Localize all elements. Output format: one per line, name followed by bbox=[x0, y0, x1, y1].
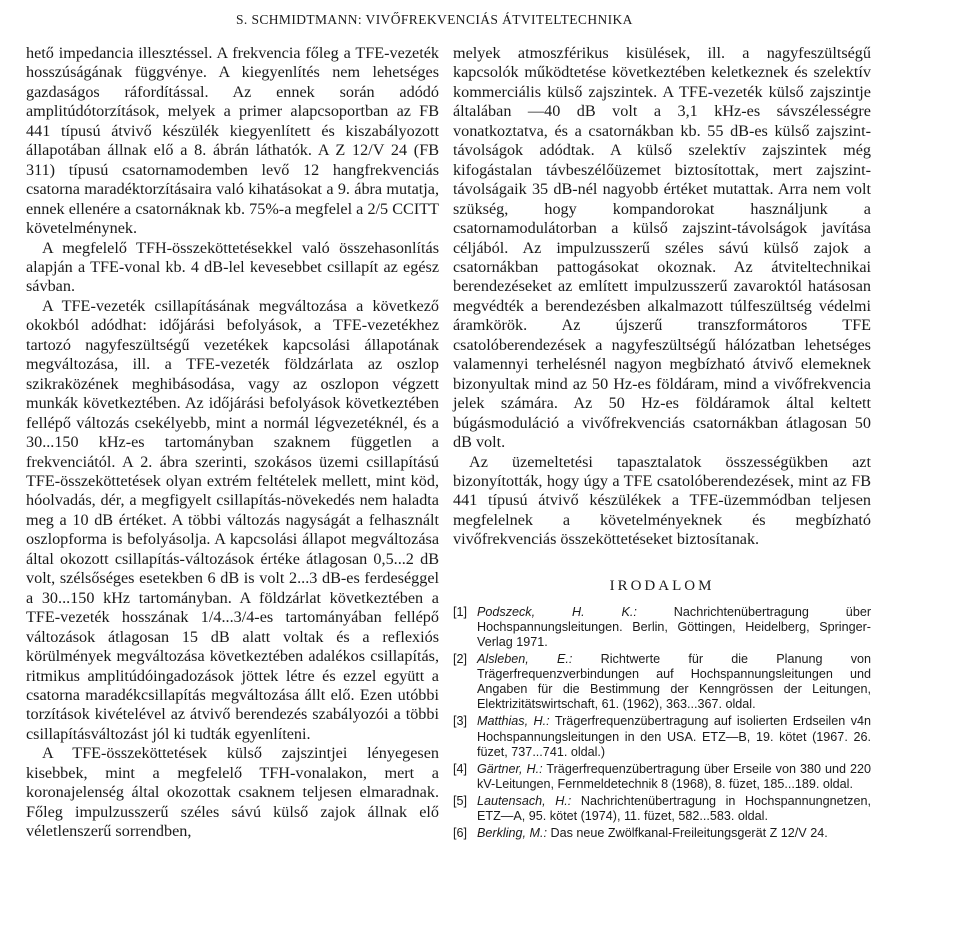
reference-item bbox=[453, 794, 871, 824]
left-column bbox=[26, 44, 439, 842]
reference-author: Berkling, M.: bbox=[477, 826, 547, 841]
reference-item bbox=[453, 605, 871, 650]
paragraph: A TFE-vezeték csillapításának megváltozása a következő okokból adódhat: időjárási befolyások, a TFE-vezetékhez tartozó nagyfeszültségű vezetékek kapcsolási állapotának megváltozása, ill. a TFE-vezeték földzárlata az oszlop szikraközének meghibásodása, vagy az oszlopon végzett munkák következtében. Az időjárási befolyások következtében fellépő változás csekélyebb, mint a normál légvezetéknél, és a 30...150 kHz-es tartományban szaknem független a frekvenciától. A 2. ábra szerinti, szokásos üzemi csillapítású TFE-összeköttetések olyan extrém feltételek mellett, mint köd, hóolvadás, dér, a megfigyelt csillapítás-növekedés nem haladta meg a 10 dB értéket. A többi változás nagyságát a felhasznált oszlopforma is befolyásolja. A kapcsolási állapot megváltozása által okozott csillapítás-változások értéke átlagosan 0,5...2 dB volt, szélsőséges esetekben 6 dB is volt 2...3 dB-es ferdeséggel a 30...150 kHz tartományban. A földzárlat következtében a TFE-vezeték hosszának 1/4...3/4-es tartományában fellépő változások átlagosan 15 dB alatt voltak és a reflexiós körülmények megváltozása következtében adalékos csillapítás, ritmikus amplitúdóingadozások jöttek létre és ezzel együtt a csatorna maradékcsillapítás megváltozása állt elő. Ezen utóbbi torzítások kivételével az átvivő berendezés szabályozói a többi csillapításváltozást jól ki tudták egyenlíteni. bbox=[26, 296, 439, 743]
reference-text: Nachrichtenübertragung in Hochspannungnetzen, ETZ—A, 95. kötet (1974), 11. füzet, 582...583. oldal. bbox=[477, 793, 871, 823]
paragraph: hető impedancia illesztéssel. A frekvencia főleg a TFE-vezeték hosszúságának függvénye. A kiegyenlítés nem lehetséges gazdaságos ráfordítással. Az ennek során adódó amplitúdótorzítások, melyek a primer alapcsoportban az FB 441 típusú átvivő készülék kiegyenlített és kiszabályozott állapotában állnak elő a 8. ábrán láthatók. A Z 12/V 24 (FB 311) típusú csatornamodemben levő 12 hangfrekvenciás csatorna maradéktorzításaira való kihatásokat a 9. ábra mutatja, ennek ellenére a csatornáknak kb. 75%-a megfelel a 2/5 CCITT követelménynek. bbox=[26, 44, 439, 238]
reference-author: Gärtner, H.: bbox=[477, 761, 543, 776]
reference-text: Das neue Zwölfkanal-Freileitungsgerät Z 12/V 24. bbox=[550, 826, 828, 841]
paragraph: melyek atmoszférikus kisülések, ill. a nagyfeszültségű kapcsolók működtetése következtében keletkeznek és szelektív kommerciális külső zajszintek. A TFE-vezeték külső zajszintje általában —40 dB volt a 3,1 kHz-es sávszélességre vonatkoztatva, és a csatornákban kb. 55 dB-es külső zajszint-távolságok adódtak. A külső szelektív zajszintek még kifogástalan távbeszélőüzemet biztosítottak, mert zajszint-távolságaik 35 dB-nél nagyobb értéket mutattak. Arra nem volt szükség, hogy kompandorokat használjunk a csatornamodulátorban a külső zajszint-távolságok javítása céljából. Az impulzusszerű széles sávú külső zajok a csatornákban pattogásokat okoznak. Az átviteltechnikai berendezéseket az említett impulzusszerű zavaroktól hatásosan megvédték a berendezésben alkalmazott túlfeszültség védelmi áramkörök. Az újszerű transzformátoros TFE csatolóberendezések a nagyfeszültségű hálózatban lehetséges valamennyi terhelésnél nagyon megbízható átvivő elemeknek bizonyultak mind az 50 Hz-es földáram, mind a vivőfrekvencia jelek számára. Az 50 Hz-es földáramok által keltett búgásmoduláció a vivőfrekvenciás csatornákban átlagosan 50 dB volt. bbox=[453, 44, 871, 452]
reference-author: Podszeck, H. K.: bbox=[477, 604, 637, 619]
reference-author: Matthias, H.: bbox=[477, 714, 550, 729]
reference-item bbox=[453, 652, 871, 712]
paragraph: Az üzemeltetési tapasztalatok összességükben azt bizonyították, hogy úgy a TFE csatolóberendezések, mint az FB 441 típusú átvivő készülékek a TFE-üzemmódban teljesen megfelelnek a követelményeknek és megbízható vivőfrekvenciás összeköttetéseket biztosítanak. bbox=[453, 452, 871, 549]
reference-item bbox=[453, 762, 871, 792]
running-head: S. SCHMIDTMANN: VIVŐFREKVENCIÁS ÁTVITELTECHNIKA bbox=[236, 12, 633, 27]
reference-text: Richtwerte für die Planung von Trägerfrequenzverbindungen auf Hochspannungsleitungen und Angaben für die Bestimmung der Kenngrössen der Leitungen, Elektrizitätswirtschaft, 61. (1962), 363...367. oldal. bbox=[477, 652, 871, 712]
reference-author: Alsleben, E.: bbox=[477, 652, 573, 667]
references-heading: IRODALOM bbox=[609, 577, 715, 594]
paragraph: A megfelelő TFH-összeköttetésekkel való összehasonlítás alapján a TFE-vonal kb. 4 dB-lel kevesebbet csillapít az egész sávban. bbox=[26, 238, 439, 296]
reference-text: Trägerfrequenzübertragung auf isolierten Erdseilen v4n Hochspannungsleitungen in den USA. ETZ—B, 19. kötet (1967. 26. füzet, 737...741. oldal.) bbox=[477, 714, 871, 759]
reference-number: [5] bbox=[453, 793, 468, 808]
reference-number: [6] bbox=[453, 826, 468, 841]
reference-item bbox=[453, 826, 871, 841]
reference-number: [2] bbox=[453, 652, 468, 667]
reference-list bbox=[453, 605, 871, 841]
reference-text: Trägerfrequenzübertragung über Erseile von 380 und 220 kV-Leitungen, Fernmeldetechnik 8 (1968), 8. füzet, 185...189. oldal. bbox=[477, 761, 872, 791]
right-column bbox=[453, 44, 871, 843]
paragraph: A TFE-összeköttetések külső zajszintjei lényegesen kisebbek, mint a megfelelő TFH-vonalakon, mert a koronajelenség által okozottak csaknem teljesen elmaradnak. Főleg impulzusszerű széles sávú külső zajok állnak elő véletlenszerű sorrendben, bbox=[26, 744, 439, 841]
reference-number: [4] bbox=[453, 761, 468, 776]
reference-author: Lautensach, H.: bbox=[477, 793, 572, 808]
reference-text: Nachrichtenübertragung über Hochspannungsleitungen. Berlin, Göttingen, Heidelberg, Springer-Verlag 1971. bbox=[477, 604, 872, 649]
reference-item bbox=[453, 714, 871, 759]
reference-number: [1] bbox=[453, 604, 468, 619]
reference-number: [3] bbox=[453, 714, 468, 729]
